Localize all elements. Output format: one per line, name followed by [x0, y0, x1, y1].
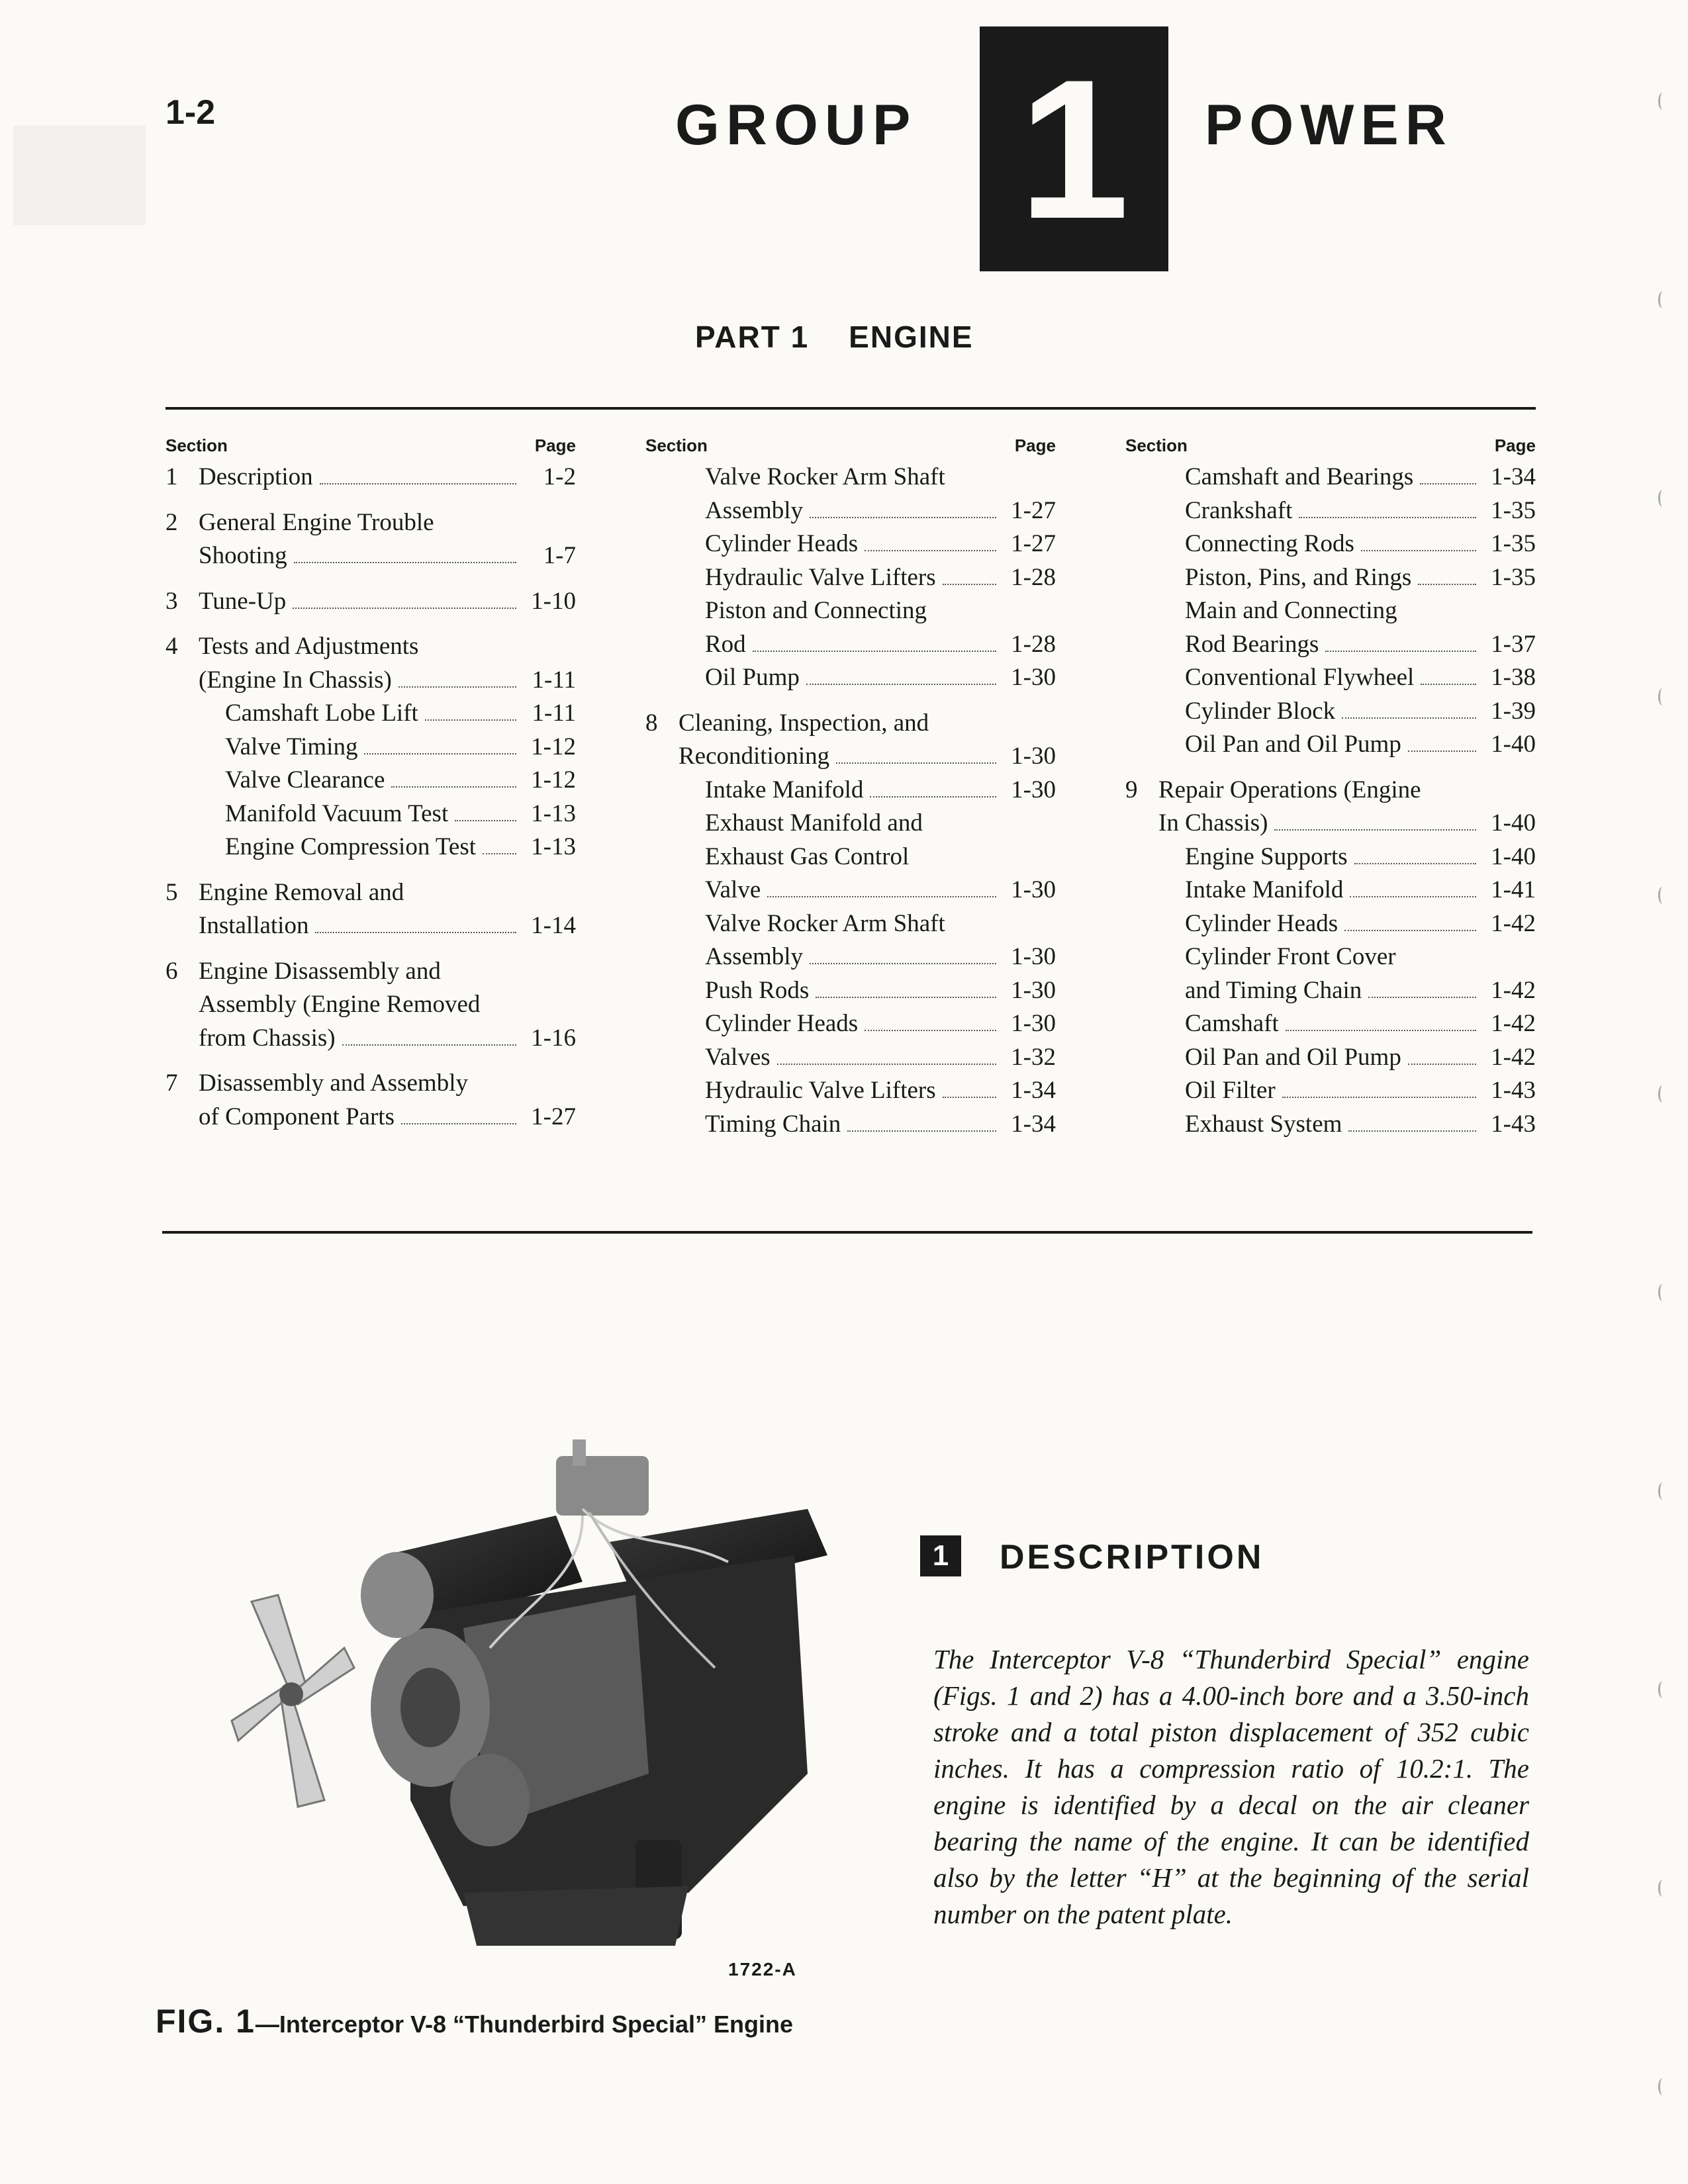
toc-entry-page: 1-43	[1491, 1077, 1536, 1104]
toc-entry-title: Intake Manifold	[705, 776, 864, 803]
dot-leader	[847, 1130, 996, 1132]
toc-entry	[1125, 1074, 1536, 1108]
toc-column-1	[165, 437, 576, 1134]
toc-entry-page: 1-30	[1011, 876, 1056, 903]
dot-leader	[1421, 684, 1476, 685]
toc-entry-number: 1	[165, 463, 178, 490]
toc-entry-page: 1-35	[1491, 563, 1536, 591]
toc-entry-title: In Chassis)	[1158, 809, 1268, 837]
toc-entry-page: 1-40	[1491, 809, 1536, 837]
dot-leader	[293, 608, 516, 609]
toc-entry-page: 1-39	[1491, 697, 1536, 725]
dot-leader	[810, 963, 996, 964]
toc-entry	[165, 1067, 576, 1101]
section-number-badge: 1	[920, 1535, 961, 1576]
toc-entry-page: 1-27	[531, 1103, 576, 1130]
toc-entry-number: 3	[165, 587, 178, 615]
toc-entry-title: and Timing Chain	[1185, 976, 1362, 1004]
margin-mark	[1658, 1681, 1667, 1698]
dot-leader	[1325, 651, 1476, 652]
toc-entry	[1125, 1108, 1536, 1142]
toc-header	[165, 437, 576, 454]
toc-entry	[1125, 695, 1536, 729]
toc-entry	[645, 527, 1056, 561]
dot-leader	[1299, 517, 1476, 518]
toc-entry	[165, 461, 576, 494]
toc-entry-title: Cylinder Block	[1185, 697, 1336, 725]
dot-leader	[1368, 997, 1476, 998]
toc-entry-title: Engine Disassembly and	[199, 957, 441, 985]
dot-leader	[320, 483, 516, 484]
figure-caption-text: —Interceptor V-8 “Thunderbird Special” Engine	[255, 2011, 794, 2038]
toc-entry	[1125, 1007, 1536, 1041]
toc-entry-title: Reconditioning	[679, 743, 830, 770]
toc-entry	[645, 1074, 1056, 1108]
dot-leader	[315, 932, 516, 933]
toc-entry-page: 1-34	[1011, 1077, 1056, 1104]
toc-entry-title: Camshaft Lobe Lift	[225, 700, 418, 727]
toc-entry-page: 1-13	[531, 799, 576, 827]
toc-entry-page: 1-42	[1491, 976, 1536, 1004]
part-heading	[695, 319, 974, 355]
group-number: 1	[1019, 38, 1129, 260]
dot-leader	[753, 651, 996, 652]
toc-entry	[165, 955, 576, 989]
toc-entry	[645, 841, 1056, 874]
engine-photo	[212, 1430, 834, 1959]
toc-entry-page: 1-27	[1011, 496, 1056, 524]
toc-entry	[165, 697, 576, 731]
toc-entry	[1125, 1041, 1536, 1075]
margin-mark	[1658, 887, 1667, 904]
toc-entry-title: Timing Chain	[705, 1110, 841, 1138]
toc-entry-title: Engine Supports	[1185, 842, 1348, 870]
toc-entry-title: Exhaust System	[1185, 1110, 1342, 1138]
toc-entry-title: General Engine Trouble	[199, 508, 434, 536]
toc-entry	[165, 876, 576, 910]
part-title: ENGINE	[849, 320, 974, 354]
toc-entry	[165, 585, 576, 619]
toc-entry	[1125, 561, 1536, 595]
toc-entry	[645, 1108, 1056, 1142]
dot-leader	[865, 1030, 996, 1031]
toc-entry-page: 1-30	[1011, 976, 1056, 1004]
toc-entry-title: of Component Parts	[199, 1103, 395, 1130]
bottom-divider	[162, 1231, 1532, 1234]
dot-leader	[364, 753, 516, 754]
page-number: 1-2	[165, 93, 216, 132]
toc-entry	[645, 740, 1056, 774]
toc-entry-title: Oil Pan and Oil Pump	[1185, 731, 1401, 758]
figure-label: FIG. 1	[156, 2003, 256, 2040]
toc-entry-number: 6	[165, 957, 178, 985]
toc-entry	[645, 807, 1056, 841]
toc-entry	[645, 494, 1056, 528]
toc-entry	[165, 1101, 576, 1134]
toc-entry	[165, 664, 576, 698]
toc-entry	[165, 630, 576, 664]
toc-entry-title: Hydraulic Valve Lifters	[705, 1077, 936, 1104]
toc-entry-page: 1-37	[1491, 630, 1536, 658]
dot-leader	[836, 762, 996, 764]
toc-entry-title: Shooting	[199, 542, 287, 569]
toc-entry-title: Main and Connecting	[1185, 597, 1397, 624]
page-header: Page	[1494, 435, 1536, 455]
toc-entry-title: Valve Clearance	[225, 766, 385, 794]
dot-leader	[1286, 1030, 1476, 1031]
toc-entry-title: Crankshaft	[1185, 496, 1293, 524]
toc-entry-title: Rod Bearings	[1185, 630, 1319, 658]
part-label: PART 1	[695, 320, 810, 354]
toc-entry	[165, 539, 576, 573]
toc-entry-page: 1-42	[1491, 1010, 1536, 1037]
page-header: Page	[1014, 435, 1056, 455]
top-divider	[165, 407, 1536, 410]
toc-column-3	[1125, 437, 1536, 1141]
toc-entry-page: 1-2	[543, 463, 576, 490]
section-header: Section	[165, 435, 228, 455]
margin-mark	[1658, 291, 1667, 308]
toc-entry-page: 1-32	[1011, 1043, 1056, 1071]
toc-entry-title: Oil Pan and Oil Pump	[1185, 1043, 1401, 1071]
dot-leader	[1342, 717, 1476, 719]
dot-leader	[1420, 483, 1476, 484]
toc-entry	[645, 1041, 1056, 1075]
toc-entry-page: 1-30	[1011, 776, 1056, 803]
toc-entry	[165, 506, 576, 540]
dot-leader	[870, 796, 996, 797]
scan-bleed-mark	[13, 126, 146, 225]
dot-leader	[1282, 1097, 1476, 1098]
toc-entry-title: Push Rods	[705, 976, 810, 1004]
toc-entry	[1125, 907, 1536, 941]
toc-entry-title: Valve Rocker Arm Shaft	[705, 463, 945, 490]
margin-mark	[1658, 2078, 1667, 2095]
toc-entry	[1125, 940, 1536, 974]
toc-entry-page: 1-13	[531, 833, 576, 860]
toc-entry-page: 1-16	[531, 1024, 576, 1052]
toc-header	[645, 437, 1056, 454]
dot-leader	[1350, 896, 1476, 897]
group-heading: GROUP	[675, 93, 917, 157]
toc-entry	[1125, 728, 1536, 762]
toc-entry-page: 1-40	[1491, 731, 1536, 758]
toc-entry	[1125, 874, 1536, 907]
toc-entry-title: Cylinder Heads	[1185, 909, 1338, 937]
toc-entry	[645, 874, 1056, 907]
toc-entry-page: 1-11	[532, 700, 576, 727]
dot-leader	[865, 550, 996, 551]
margin-mark	[1658, 490, 1667, 507]
toc-entry-page: 1-30	[1011, 664, 1056, 691]
dot-leader	[294, 562, 516, 563]
toc-entry	[645, 707, 1056, 741]
toc-entry-title: Cleaning, Inspection, and	[679, 709, 929, 737]
toc-column-2	[645, 437, 1056, 1141]
toc-entry-page: 1-30	[1011, 1010, 1056, 1037]
dot-leader	[1354, 863, 1476, 864]
toc-entry-title: Repair Operations (Engine	[1158, 776, 1421, 803]
toc-entry-title: Oil Pump	[705, 664, 800, 691]
dot-leader	[767, 896, 996, 897]
toc-entry-title: (Engine In Chassis)	[199, 666, 392, 694]
margin-mark	[1658, 1880, 1667, 1897]
dot-leader	[943, 1097, 996, 1098]
toc-entry-page: 1-34	[1011, 1110, 1056, 1138]
toc-entry-page: 1-42	[1491, 1043, 1536, 1071]
toc-entry-title: from Chassis)	[199, 1024, 336, 1052]
dot-leader	[399, 686, 516, 688]
dot-leader	[1408, 1064, 1476, 1065]
toc-entry-title: Assembly	[705, 943, 803, 970]
toc-entry	[165, 831, 576, 864]
dot-leader	[1418, 584, 1476, 585]
toc-entry-page: 1-10	[531, 587, 576, 615]
toc-entry-title: Exhaust Gas Control	[705, 842, 910, 870]
toc-entry-title: Installation	[199, 912, 309, 939]
toc-entry	[1125, 494, 1536, 528]
margin-mark	[1658, 688, 1667, 705]
toc-entry	[165, 764, 576, 797]
toc-entry-title: Cylinder Front Cover	[1185, 943, 1396, 970]
toc-entry	[1125, 661, 1536, 695]
toc-entry-page: 1-14	[531, 912, 576, 939]
dot-leader	[777, 1064, 996, 1065]
toc-entry-number: 9	[1125, 776, 1138, 803]
figure-code: 1722-A	[728, 1959, 797, 1979]
toc-entry-page: 1-12	[531, 766, 576, 794]
page-header: Page	[534, 435, 576, 455]
toc-entry-title: Camshaft	[1185, 1010, 1279, 1037]
toc-entry-page: 1-12	[531, 733, 576, 760]
toc-entry-title: Rod	[705, 630, 746, 658]
toc-entry-title: Hydraulic Valve Lifters	[705, 563, 936, 591]
toc-entry	[645, 974, 1056, 1008]
toc-entry	[1125, 594, 1536, 628]
figure-caption	[156, 2002, 793, 2040]
toc-entry-title: Description	[199, 463, 313, 490]
toc-entry-title: Engine Removal and	[199, 878, 404, 906]
toc-entry-page: 1-38	[1491, 664, 1536, 691]
toc-entry-number: 2	[165, 508, 178, 536]
dot-leader	[483, 853, 516, 854]
toc-entry	[1125, 807, 1536, 841]
toc-entry	[645, 940, 1056, 974]
section-title: DESCRIPTION	[1000, 1538, 1264, 1576]
toc-entry-title: Tune-Up	[199, 587, 287, 615]
group-number-box	[980, 26, 1168, 271]
dot-leader	[401, 1123, 516, 1124]
margin-mark	[1658, 1482, 1667, 1500]
toc-entry-title: Intake Manifold	[1185, 876, 1344, 903]
toc-entry	[165, 731, 576, 764]
toc-entry	[165, 1022, 576, 1056]
toc-entry	[645, 461, 1056, 494]
dot-leader	[1408, 751, 1476, 752]
toc-entry-page: 1-35	[1491, 530, 1536, 557]
toc-entry-title: Conventional Flywheel	[1185, 664, 1415, 691]
toc-entry	[645, 907, 1056, 941]
dot-leader	[810, 517, 996, 518]
toc-entry	[165, 909, 576, 943]
description-body: The Interceptor V-8 “Thunderbird Special” engine (Figs. 1 and 2) has a 4.00-inch bore and a 3.50-inch stroke and a total piston displacement of 352 cubic inches. It has a compression ratio of 10.2:1. The engine is identified by a decal on the air cleaner bearing the name of the engine. It can be identified also by the letter “H” at the beginning of the serial number on the patent plate.	[933, 1644, 1529, 1929]
toc-entry-page: 1-30	[1011, 743, 1056, 770]
dot-leader	[943, 584, 996, 585]
toc-entry	[165, 988, 576, 1022]
toc-entry	[1125, 628, 1536, 662]
toc-entry-number: 4	[165, 633, 178, 660]
toc-entry	[645, 661, 1056, 695]
dot-leader	[816, 997, 996, 998]
section-header: Section	[1125, 435, 1188, 455]
toc-entry-title: Piston and Connecting	[705, 597, 927, 624]
toc-entry-title: Assembly	[705, 496, 803, 524]
toc-entry-title: Valve Rocker Arm Shaft	[705, 909, 945, 937]
toc-entry-page: 1-7	[543, 542, 576, 569]
toc-entry-page: 1-35	[1491, 496, 1536, 524]
toc-entry	[645, 628, 1056, 662]
toc-entry	[645, 561, 1056, 595]
toc-entry	[1125, 974, 1536, 1008]
toc-entry	[1125, 841, 1536, 874]
toc-entry	[1125, 527, 1536, 561]
dot-leader	[391, 786, 516, 788]
dot-leader	[1274, 829, 1476, 831]
toc-entry-page: 1-41	[1491, 876, 1536, 903]
toc-entry	[645, 774, 1056, 807]
toc-entry-title: Engine Compression Test	[225, 833, 477, 860]
toc-entry-page: 1-27	[1011, 530, 1056, 557]
toc-entry-title: Valves	[705, 1043, 771, 1071]
toc-entry-title: Manifold Vacuum Test	[225, 799, 449, 827]
margin-mark	[1658, 1085, 1667, 1103]
dot-leader	[1348, 1130, 1476, 1132]
toc-entry-title: Camshaft and Bearings	[1185, 463, 1414, 490]
dot-leader	[425, 719, 516, 721]
dot-leader	[1361, 550, 1476, 551]
toc-entry-page: 1-42	[1491, 909, 1536, 937]
dot-leader	[455, 820, 516, 821]
toc-entry	[645, 594, 1056, 628]
toc-entry-title: Exhaust Manifold and	[705, 809, 923, 837]
toc-entry-page: 1-34	[1491, 463, 1536, 490]
toc-entry-title: Tests and Adjustments	[199, 633, 419, 660]
dot-leader	[342, 1044, 516, 1046]
margin-mark	[1658, 1284, 1667, 1301]
toc-header	[1125, 437, 1536, 454]
toc-entry-number: 8	[645, 709, 658, 737]
toc-entry-title: Valve	[705, 876, 761, 903]
toc-entry-title: Valve Timing	[225, 733, 358, 760]
toc-entry-page: 1-43	[1491, 1110, 1536, 1138]
toc-entry	[1125, 774, 1536, 807]
dot-leader	[806, 684, 996, 685]
toc-entry	[1125, 461, 1536, 494]
toc-entry-page: 1-28	[1011, 630, 1056, 658]
toc-entry	[165, 797, 576, 831]
toc-entry	[645, 1007, 1056, 1041]
toc-entry-number: 5	[165, 878, 178, 906]
toc-entry-number: 7	[165, 1069, 178, 1097]
toc-entry-title: Piston, Pins, and Rings	[1185, 563, 1412, 591]
toc-entry-page: 1-30	[1011, 943, 1056, 970]
toc-entry-title: Cylinder Heads	[705, 1010, 859, 1037]
toc-entry-title: Oil Filter	[1185, 1077, 1276, 1104]
margin-mark	[1658, 93, 1667, 110]
toc-entry-title: Cylinder Heads	[705, 530, 859, 557]
toc-entry-title: Disassembly and Assembly	[199, 1069, 468, 1097]
toc-entry-page: 1-11	[532, 666, 576, 694]
dot-leader	[1344, 930, 1476, 931]
group-title: POWER	[1205, 93, 1453, 157]
section-header: Section	[645, 435, 708, 455]
toc-entry-title: Connecting Rods	[1185, 530, 1354, 557]
toc-entry-page: 1-28	[1011, 563, 1056, 591]
toc-entry-title: Assembly (Engine Removed	[199, 991, 481, 1018]
toc-entry-page: 1-40	[1491, 842, 1536, 870]
